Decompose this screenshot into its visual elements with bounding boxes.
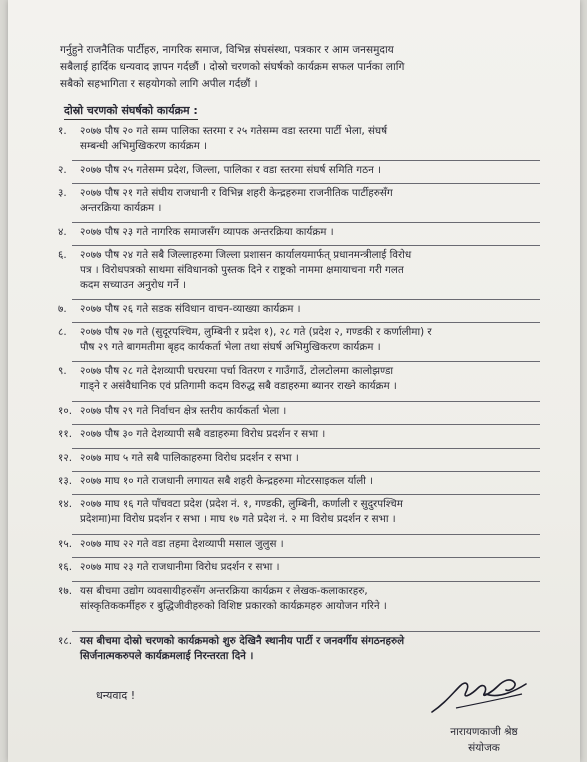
item-text — [80, 186, 550, 216]
item-text — [80, 225, 550, 240]
program-item — [58, 225, 550, 240]
intro-line: सबैको सहभागिता र सहयोगको लागि अपील गर्दछौं । — [60, 78, 258, 90]
item-text — [80, 451, 550, 466]
item-text — [80, 404, 550, 419]
program-item — [58, 634, 550, 664]
row-divider — [72, 581, 540, 582]
item-text — [80, 537, 550, 552]
item-number: ७. — [58, 303, 67, 315]
program-item — [58, 537, 550, 552]
row-divider — [72, 448, 540, 449]
item-number: १२. — [58, 452, 72, 464]
press-release-page — [8, 0, 580, 762]
item-text — [80, 560, 550, 575]
item-text-line: प्रदेशमा)मा विरोध प्रदर्शन र सभा । माघ १७ गते प्रदेश नं. २ मा विरोध प्रदर्शन र सभा । — [80, 513, 396, 525]
handwritten-signature — [426, 664, 536, 720]
item-text-line: २०७७ पौष २९ गते निर्वाचन क्षेत्र स्तरीय कार्यकर्ता भेला । — [80, 405, 287, 417]
item-text — [80, 163, 550, 178]
item-text — [80, 325, 550, 355]
item-text — [80, 584, 550, 614]
item-text-line: २०७७ माघ २२ गते वडा तहमा देशव्यापी मसाल जुलुस । — [80, 538, 284, 550]
row-divider — [72, 471, 540, 472]
item-number: ११. — [58, 428, 72, 440]
signer-name: नारायणकाजी श्रेष्ठ — [450, 726, 518, 738]
item-text-line: २०७७ पौष २१ गते संघीय राजधानी र विभिन्न शहरी केन्द्रहरुमा राजनीतिक पार्टीहरुसँग — [80, 187, 393, 199]
item-text-line: सम्बन्धी अभिमुखिकरण कार्यक्रम । — [80, 140, 207, 152]
item-text-line: २०७७ माघ २३ गते राजधानीमा विरोध प्रदर्शन र सभा । — [80, 561, 280, 573]
program-item — [58, 584, 550, 614]
row-divider — [72, 557, 540, 558]
row-divider — [72, 361, 540, 362]
program-item — [58, 163, 550, 178]
item-text — [80, 634, 550, 664]
item-text-line: सांस्कृतिककर्मीहरु र बुद्धिजीवीहरुको विशिष्ट प्रकारको कार्यक्रमहरु आयोजन गरिने । — [80, 600, 387, 612]
row-divider — [72, 494, 540, 495]
row-divider — [72, 222, 540, 223]
item-number: ४. — [58, 226, 67, 238]
item-number: १०. — [58, 405, 72, 417]
item-number: ३. — [58, 187, 67, 199]
item-text-line: २०७७ पौष २६ गते सडक संविधान वाचन-व्याख्या कार्यक्रम । — [80, 303, 301, 315]
item-text-line: २०७७ पौष २७ गते (सुदूरपश्चिम, लुम्बिनी र प्रदेश १), २८ गते (प्रदेश २, गण्डकी र कर्णालीमा) र — [80, 326, 432, 338]
item-text-line: २०७७ पौष २० गते सम्म पालिका स्तरमा र २५ गतेसम्म वडा स्तरमा पार्टी भेला, संघर्ष — [80, 125, 388, 137]
signer-title: संयोजक — [468, 742, 500, 754]
thanks-text: धन्यवाद ! — [96, 689, 136, 702]
row-divider — [72, 160, 540, 161]
intro-line: गर्नुहुने राजनैतिक पार्टीहरु, नागरिक समाज, विभिन्न संघसंस्था, पत्रकार र आम जनसमुदाय — [60, 44, 394, 56]
item-text-line: २०७७ पौष २८ गते देशव्यापी घरघरमा पर्चा वितरण र गाउँगाउँ, टोलटोलमा कालोझण्डा — [80, 365, 394, 377]
row-divider — [72, 299, 540, 300]
item-text-line: कदम सच्याउन अनुरोध गर्ने । — [80, 279, 186, 291]
item-text — [80, 124, 550, 154]
row-divider — [72, 183, 540, 184]
item-number: ६. — [58, 249, 67, 261]
program-item — [58, 404, 550, 419]
item-text-line: गाड्ने र असंवैधानिक एवं प्रतिगामी कदम विरुद्ध सबै वडाहरुमा ब्यानर राख्ने कार्यक्रम । — [80, 380, 397, 392]
item-text-line: पौष २९ गते बागमतीमा बृहद कार्यकर्ता भेला तथा संघर्ष अभिमुखिकरण कार्यक्रम । — [80, 341, 381, 353]
item-text-line: सिर्जनात्मकरुपले कार्यक्रमलाई निरन्तरता दिने । — [80, 650, 254, 662]
program-heading: दोस्रो चरणको संघर्षको कार्यक्रम : — [64, 103, 198, 120]
item-number: २. — [58, 164, 67, 176]
item-text-line: २०७७ पौष २४ गते सबै जिल्लाहरुमा जिल्ला प्रशासन कार्यालयमार्फत् प्रधानमन्त्रीलाई विरोध — [80, 249, 412, 261]
item-text-line: अन्तरक्रिया कार्यक्रम । — [80, 202, 162, 214]
item-number: १. — [58, 125, 67, 137]
item-text-line: २०७७ माघ १६ गते पाँचवटा प्रदेश (प्रदेश नं. १, गण्डकी, लुम्बिनी, कर्णाली र सुदुरपश्चिम — [80, 498, 403, 510]
item-text — [80, 427, 550, 442]
item-number: १४. — [58, 498, 72, 510]
item-text — [80, 248, 550, 293]
item-text — [80, 474, 550, 489]
row-divider — [72, 631, 540, 632]
row-divider — [72, 322, 540, 323]
program-item — [58, 124, 550, 154]
item-text-line: २०७७ पौष २३ गते नागरिक समाजसँग व्यापक अन्तरक्रिया कार्यक्रम । — [80, 226, 334, 238]
item-number: १७. — [58, 585, 72, 597]
program-item — [58, 248, 550, 293]
program-item — [58, 474, 550, 489]
item-number: ९. — [58, 365, 67, 377]
row-divider — [72, 424, 540, 425]
intro-line: सबैलाई हार्दिक धन्यवाद ज्ञापन गर्दछौं । दोस्रो चरणको संघर्षको कार्यक्रम सफल पार्नका लागि — [60, 61, 405, 73]
row-divider — [72, 245, 540, 246]
program-item — [58, 325, 550, 355]
item-number: १८. — [58, 635, 72, 647]
signer-block — [432, 724, 536, 756]
item-text — [80, 302, 550, 317]
item-text-line: २०७७ पौष ३० गते देशव्यापी सबै वडाहरुमा विरोध प्रदर्शन र सभा । — [80, 428, 326, 440]
program-item — [58, 364, 550, 394]
program-item — [58, 186, 550, 216]
item-text — [80, 497, 550, 527]
intro-paragraph — [60, 42, 530, 93]
item-text-line: यस बीचमा उद्योग व्यवसायीहरुसँग अन्तरक्रिया कार्यक्रम र लेखक-कलाकारहरु, — [80, 585, 368, 597]
program-item — [58, 302, 550, 317]
program-item — [58, 427, 550, 442]
row-divider — [72, 401, 540, 402]
item-text-line: यस बीचमा दोस्रो चरणको कार्यक्रमको शुरु देखिनै स्थानीय पार्टी र जनवर्गीय संगठनहरुले — [80, 635, 405, 647]
item-number: १५. — [58, 538, 72, 550]
program-item — [58, 560, 550, 575]
item-number: १६. — [58, 561, 72, 573]
item-text-line: २०७७ माघ १० गते राजधानी लगायत सबै शहरी केन्द्रहरुमा मोटरसाइकल र्याली । — [80, 475, 374, 487]
program-item — [58, 451, 550, 466]
item-text-line: पत्र । विरोधपत्रको साथमा संविधानको पुस्तक दिने र राष्ट्रको नाममा क्षमायाचना गरी गलत — [80, 264, 404, 276]
row-divider — [72, 534, 540, 535]
item-number: ८. — [58, 326, 67, 338]
item-text — [80, 364, 550, 394]
item-text-line: २०७७ माघ ५ गते सबै पालिकाहरुमा विरोध प्रदर्शन र सभा । — [80, 452, 299, 464]
program-item — [58, 497, 550, 527]
item-text-line: २०७७ पौष २५ गतेसम्म प्रदेश, जिल्ला, पालिका र वडा स्तरमा संघर्ष समिति गठन । — [80, 164, 381, 176]
item-number: १३. — [58, 475, 72, 487]
